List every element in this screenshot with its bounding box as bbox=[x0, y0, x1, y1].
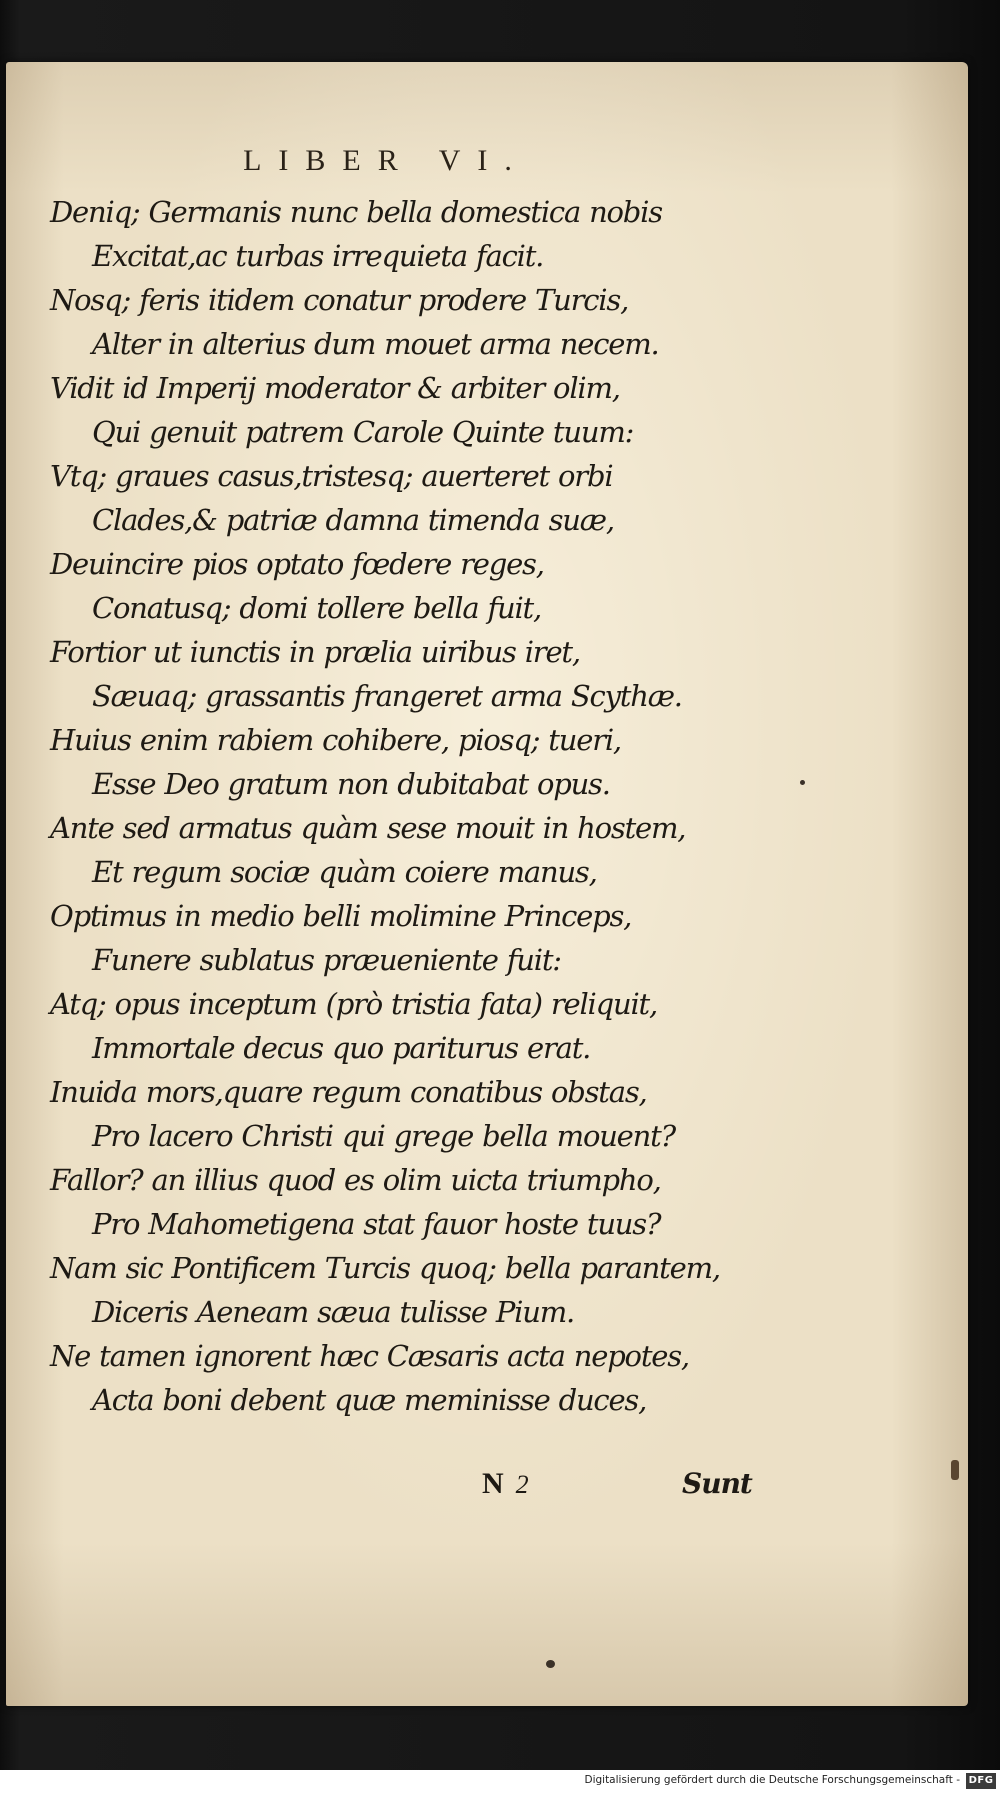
verse-line: Fallor? an illius quod es olim uicta triumpho, bbox=[50, 1163, 661, 1197]
verse-line: Nosq; feris itidem conatur prodere Turcis, bbox=[50, 283, 629, 317]
verse-line: Acta boni debent quæ meminisse duces, bbox=[92, 1383, 647, 1417]
verse-line: Atq; opus inceptum (prò tristia fata) reliquit, bbox=[50, 987, 657, 1021]
dfg-logo: DFG bbox=[966, 1773, 996, 1789]
verse-line: Sæuaq; grassantis frangeret arma Scythæ. bbox=[92, 679, 682, 713]
verse-line: Funere sublatus præueniente fuit: bbox=[92, 943, 561, 977]
verse-line: Excitat,ac turbas irrequieta facit. bbox=[92, 239, 544, 273]
verse-line: Immortale decus quo pariturus erat. bbox=[92, 1031, 591, 1065]
verse-line: Optimus in medio belli molimine Princeps, bbox=[50, 899, 632, 933]
verse-line: Clades,& patriæ damna timenda suæ, bbox=[92, 503, 614, 537]
verse-line: Nam sic Pontificem Turcis quoq; bella parantem, bbox=[50, 1251, 720, 1285]
footer-credit: Digitalisierung gefördert durch die Deutsche Forschungsgemeinschaft - bbox=[584, 1774, 960, 1786]
running-head: LIBER VI. bbox=[243, 144, 529, 177]
verse-line: Vidit id Imperij moderator & arbiter olim, bbox=[50, 371, 620, 405]
verse-line: Ante sed armatus quàm sese mouit in hostem, bbox=[50, 811, 686, 845]
verse-line: Diceris Aeneam sæua tulisse Pium. bbox=[92, 1295, 575, 1329]
verse-line: Huius enim rabiem cohibere, piosq; tueri, bbox=[50, 723, 621, 757]
verse-line: Pro lacero Christi qui grege bella mouent? bbox=[92, 1119, 675, 1153]
signature-mark bbox=[482, 1467, 535, 1501]
verse-line: Deuincire pios optato fœdere reges, bbox=[50, 547, 544, 581]
verse-line: Alter in alterius dum mouet arma necem. bbox=[92, 327, 659, 361]
verse-line: Deniq; Germanis nunc bella domestica nobis bbox=[50, 195, 662, 229]
verse-line: Vtq; graues casus,tristesq; auerteret orbi bbox=[50, 459, 613, 493]
verse-line: Fortior ut iunctis in prælia uiribus iret, bbox=[50, 635, 580, 669]
catchword: Sunt bbox=[682, 1467, 752, 1500]
ink-speck bbox=[546, 1660, 555, 1668]
ink-speck bbox=[951, 1460, 959, 1480]
signature-number: 2 bbox=[515, 1470, 535, 1499]
verse-line: Esse Deo gratum non dubitabat opus. bbox=[92, 767, 610, 801]
verse-block bbox=[50, 190, 720, 1422]
verse-line: Ne tamen ignorent hæc Cæsaris acta nepotes, bbox=[50, 1339, 689, 1373]
verse-line: Inuida mors,quare regum conatibus obstas, bbox=[50, 1075, 647, 1109]
verse-line: Pro Mahometigena stat fauor hoste tuus? bbox=[92, 1207, 661, 1241]
book-page bbox=[6, 62, 968, 1706]
verse-line: Conatusq; domi tollere bella fuit, bbox=[92, 591, 542, 625]
verse-line: Qui genuit patrem Carole Quinte tuum: bbox=[92, 415, 634, 449]
ink-speck bbox=[800, 780, 805, 785]
verse-line: Et regum sociæ quàm coiere manus, bbox=[92, 855, 597, 889]
signature-letter: N bbox=[482, 1467, 510, 1500]
